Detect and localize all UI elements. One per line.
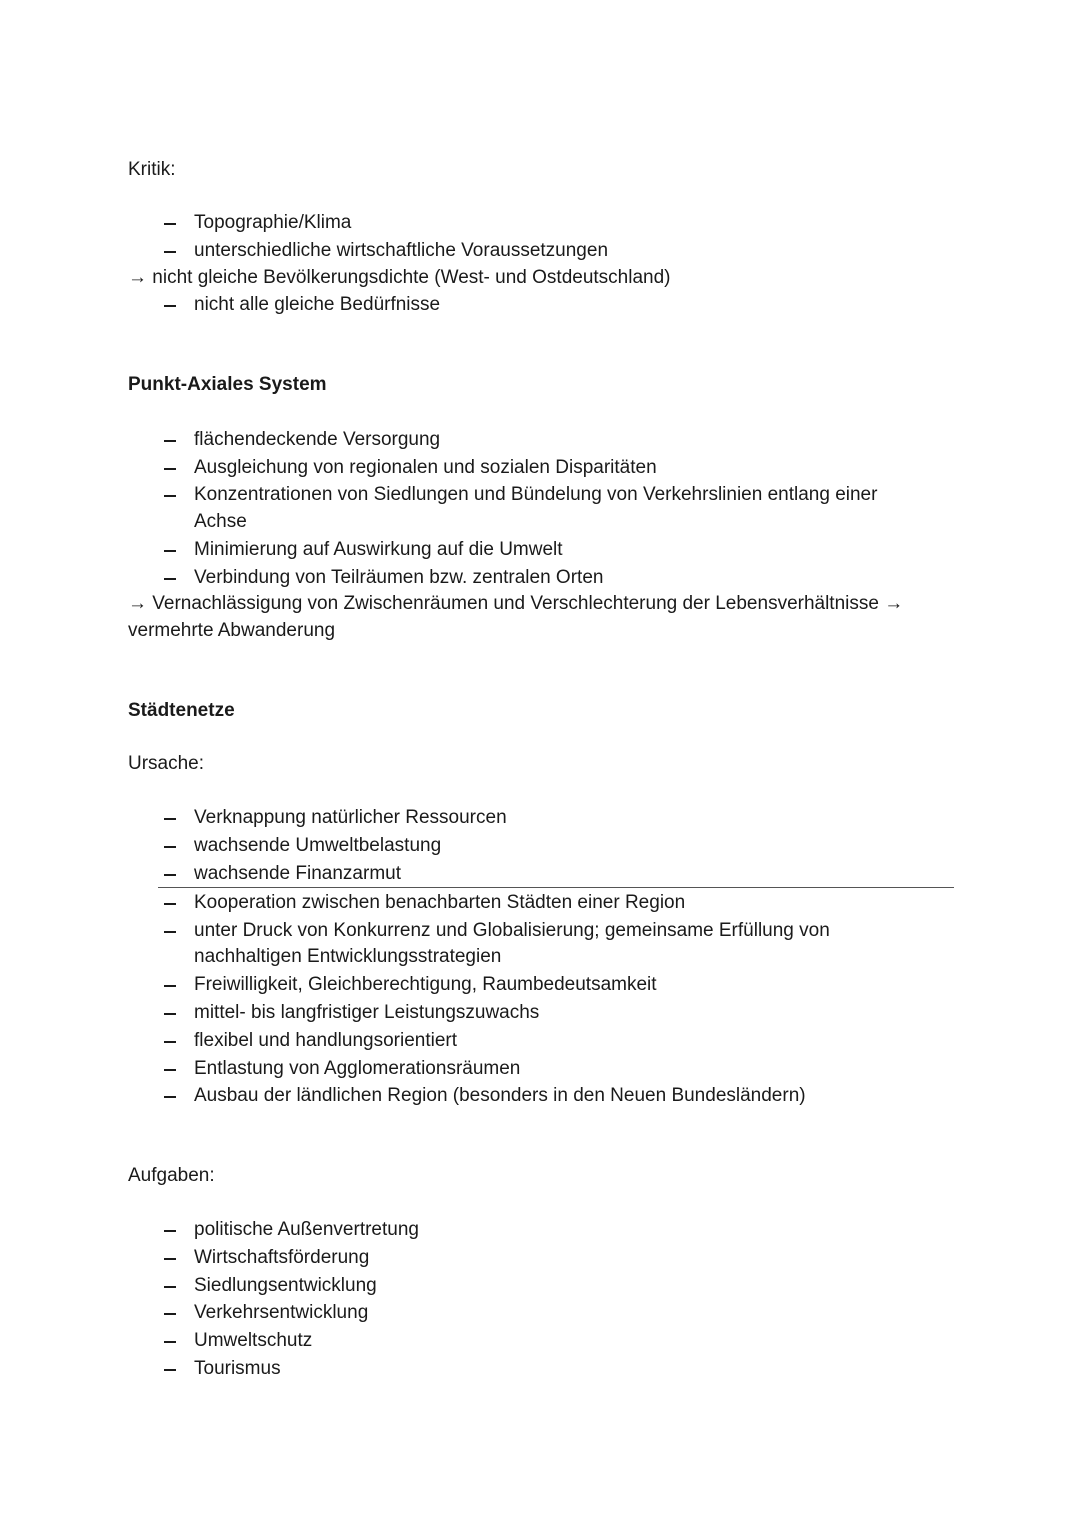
punkt-axiales-item: Ausgleichung von regionalen und sozialen Disparitäten (194, 457, 657, 478)
ursache-item: Kooperation zwischen benachbarten Städten einer Region (194, 892, 686, 913)
aufgaben-item: Verkehrsentwicklung (194, 1302, 369, 1323)
punkt-axiales-item: flächendeckende Versorgung (194, 429, 441, 450)
kritik-arrow-line: → nicht gleiche Bevölkerungsdichte (West- und Ostdeutschland) (128, 267, 671, 288)
ursache-item: mittel- bis langfristiger Leistungszuwachs (194, 1002, 540, 1023)
section-heading-punkt-axiales: Punkt-Axiales System (128, 374, 327, 395)
bullet-dash (164, 468, 176, 470)
bullet-dash (164, 931, 176, 933)
bullet-dash (164, 495, 176, 497)
bullet-dash (164, 818, 176, 820)
punkt-axiales-item: Verbindung von Teilräumen bzw. zentralen Orten (194, 567, 604, 588)
ursache-item: flexibel und handlungsorientiert (194, 1030, 458, 1051)
aufgaben-item: Wirtschaftsförderung (194, 1247, 370, 1268)
bullet-dash (164, 1013, 176, 1015)
horizontal-rule (158, 887, 954, 888)
section-heading-staedtenetze: Städtenetze (128, 700, 235, 721)
bullet-dash (164, 1369, 176, 1371)
bullet-dash (164, 985, 176, 987)
bullet-dash (164, 903, 176, 905)
punkt-axiales-arrow-line-cont: vermehrte Abwanderung (128, 620, 336, 641)
ursache-item: Entlastung von Agglomerationsräumen (194, 1058, 521, 1079)
bullet-dash (164, 1313, 176, 1315)
ursache-item: Ausbau der ländlichen Region (besonders in den Neuen Bundesländern) (194, 1085, 806, 1106)
bullet-dash (164, 305, 176, 307)
bullet-dash (164, 1069, 176, 1071)
bullet-dash (164, 1096, 176, 1098)
bullet-dash (164, 578, 176, 580)
ursache-item: wachsende Finanzarmut (194, 863, 401, 884)
ursache-item-continuation: nachhaltigen Entwicklungsstrategien (194, 946, 502, 967)
bullet-dash (164, 223, 176, 225)
ursache-item: unter Druck von Konkurrenz und Globalisierung; gemeinsame Erfüllung von (194, 920, 830, 941)
kritik-item: nicht alle gleiche Bedürfnisse (194, 294, 441, 315)
bullet-dash (164, 874, 176, 876)
bullet-dash (164, 1286, 176, 1288)
aufgaben-item: politische Außenvertretung (194, 1219, 419, 1240)
kritik-label: Kritik: (128, 159, 176, 180)
punkt-axiales-arrow-line: → Vernachlässigung von Zwischenräumen und Verschlechterung der Lebensverhältnisse → (128, 593, 904, 614)
punkt-axiales-item-continuation: Achse (194, 511, 247, 532)
bullet-dash (164, 550, 176, 552)
ursache-item: Verknappung natürlicher Ressourcen (194, 807, 507, 828)
aufgaben-item: Siedlungsentwicklung (194, 1275, 377, 1296)
punkt-axiales-item: Konzentrationen von Siedlungen und Bündelung von Verkehrslinien entlang einer (194, 484, 878, 505)
aufgaben-label: Aufgaben: (128, 1165, 215, 1186)
ursache-label: Ursache: (128, 753, 205, 774)
ursache-item: wachsende Umweltbelastung (194, 835, 442, 856)
bullet-dash (164, 1230, 176, 1232)
ursache-item: Freiwilligkeit, Gleichberechtigung, Raumbedeutsamkeit (194, 974, 657, 995)
kritik-item: Topographie/Klima (194, 212, 352, 233)
punkt-axiales-item: Minimierung auf Auswirkung auf die Umwelt (194, 539, 563, 560)
bullet-dash (164, 251, 176, 253)
kritik-item: unterschiedliche wirtschaftliche Voraussetzungen (194, 240, 609, 261)
bullet-dash (164, 440, 176, 442)
aufgaben-item: Tourismus (194, 1358, 281, 1379)
bullet-dash (164, 846, 176, 848)
aufgaben-item: Umweltschutz (194, 1330, 313, 1351)
bullet-dash (164, 1041, 176, 1043)
bullet-dash (164, 1341, 176, 1343)
bullet-dash (164, 1258, 176, 1260)
